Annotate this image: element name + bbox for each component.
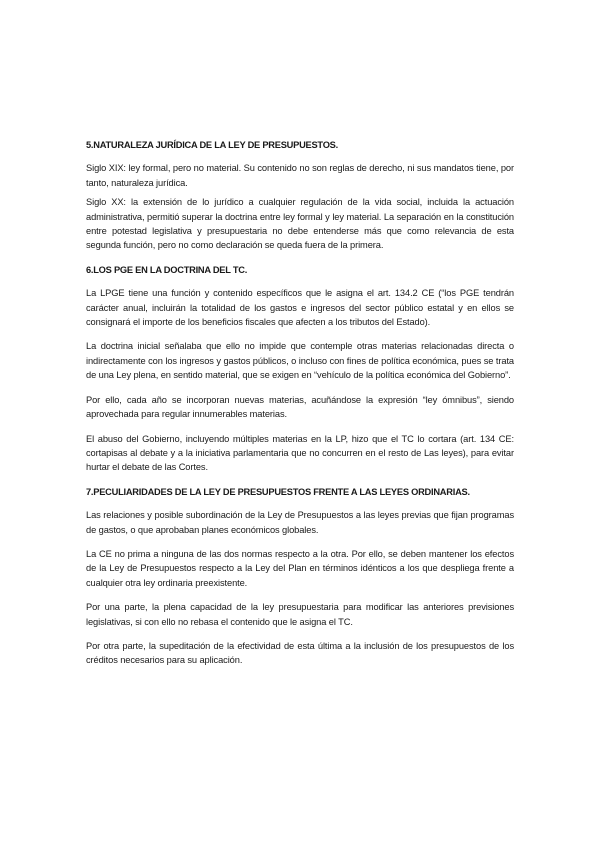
paragraph: Siglo XIX: ley formal, pero no material. Su contenido no son reglas de derecho, ni sus mandatos tiene, por tanto, naturaleza jurídica. [86, 163, 514, 188]
paragraph: La doctrina inicial señalaba que ello no impide que contemple otras materias relacionadas directa o indirectamente con los ingresos y gastos públicos, o incluso con fines de política económica, pues se trata de una Ley plena, en sentido material, que se exigen en “vehículo de la política económica del Gobierno”. [86, 341, 514, 381]
paragraph: Las relaciones y posible subordinación de la Ley de Presupuestos a las leyes previas que fijan programas de gastos, o que aprobaban planes económicos globales. [86, 510, 514, 535]
section-heading: 7.PECULIARIDADES DE LA LEY DE PRESUPUESTOS FRENTE A LAS LEYES ORDINARIAS. [86, 486, 470, 497]
paragraph: Por ello, cada año se incorporan nuevas materias, acuñándose la expresión “ley ómnibus”, siendo aprovechada para regular innumerables materias. [86, 394, 514, 420]
paragraph: El abuso del Gobierno, incluyendo múltiples materias en la LP, hizo que el TC lo cortara (art. 134 CE: cortapisas al debate y a la iniciativa parlamentaria que no concurren en el resto de Las leyes), para evitar hurtar el debate de las Cortes. [86, 433, 514, 473]
section-peculiaridades [86, 485, 514, 668]
section-pge-doctrina-tc [86, 263, 514, 475]
paragraph: Siglo XX: la extensión de lo jurídico a cualquier regulación de la vida social, incluida la actuación administrativa, permitió superar la doctrina entre ley formal y ley material. La separación en la constitución entre potestad legislativa y presupuestaria no debe entenderse más que como relevancia de esta segunda función, pero no como declaración se queda fuera de la primera. [86, 197, 514, 251]
paragraph: Por otra parte, la supeditación de la efectividad de esta última a la inclusión de los presupuestos de los créditos necesarios para su aplicación. [86, 640, 514, 666]
section-naturaleza-juridica [86, 138, 514, 253]
paragraph: La CE no prima a ninguna de las dos normas respecto a la otra. Por ello, se deben mantener los efectos de la Ley de Presupuestos respecto a la Ley del Plan en términos idénticos a los que despliega frente a cualquier otra ley ordinaria preexistente. [86, 548, 514, 588]
section-heading: 6.LOS PGE EN LA DOCTRINA DEL TC. [86, 264, 248, 275]
document-body [86, 138, 514, 678]
paragraph: Por una parte, la plena capacidad de la ley presupuestaria para modificar las anteriores previsiones legislativas, si con ello no rebasa el contenido que le asigna el TC. [86, 602, 514, 627]
section-heading: 5.NATURALEZA JURÍDICA DE LA LEY DE PRESUPUESTOS. [86, 140, 338, 150]
paragraph: La LPGE tiene una función y contenido específicos que le asigna el art. 134.2 CE (“los PGE tendrán carácter anual, incluirán la totalidad de los gastos e ingresos del sector público estatal y en ellos se consignará el importe de los beneficios fiscales que afecten a los tributos del Estado). [86, 288, 514, 328]
